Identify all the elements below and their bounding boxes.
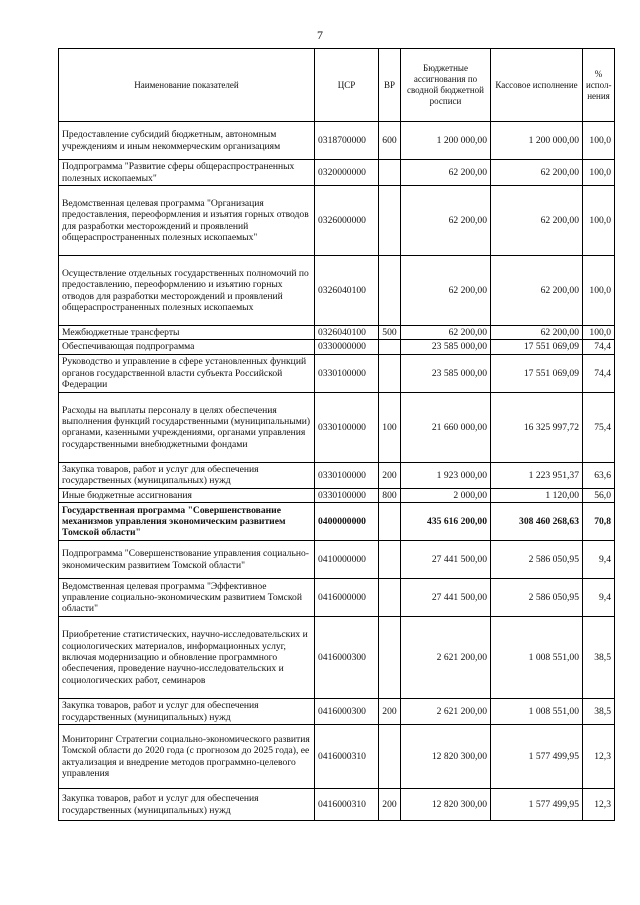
row-pct-cell: 100,0 — [583, 186, 615, 256]
row-budget-cell: 27 441 500,00 — [401, 579, 491, 617]
table-row — [59, 462, 615, 488]
row-budget-cell: 2 621 200,00 — [401, 617, 491, 699]
row-pct-cell: 56,0 — [583, 488, 615, 502]
row-name-cell: Закупка товаров, работ и услуг для обеспечения государственных (муниципальных) нужд — [59, 462, 315, 488]
row-pct-cell: 38,5 — [583, 617, 615, 699]
row-vr-cell — [379, 256, 401, 326]
row-csr-cell: 0330100000 — [315, 462, 379, 488]
table-row — [59, 256, 615, 326]
row-name-cell: Межбюджетные трансферты — [59, 326, 315, 340]
row-pct-cell: 12,3 — [583, 789, 615, 821]
row-vr-cell — [379, 541, 401, 579]
row-csr-cell: 0416000310 — [315, 725, 379, 789]
row-name-cell: Подпрограмма "Развитие сферы общераспространенных полезных ископаемых" — [59, 160, 315, 186]
row-csr-cell: 0326040100 — [315, 256, 379, 326]
row-pct-cell: 100,0 — [583, 256, 615, 326]
row-cash-cell: 16 325 997,72 — [491, 392, 583, 462]
row-vr-cell — [379, 186, 401, 256]
table-row — [59, 392, 615, 462]
row-cash-cell: 2 586 050,95 — [491, 541, 583, 579]
row-csr-cell: 0326000000 — [315, 186, 379, 256]
row-cash-cell: 62 200,00 — [491, 256, 583, 326]
header-vr: ВР — [379, 49, 401, 122]
row-budget-cell: 23 585 000,00 — [401, 340, 491, 354]
row-cash-cell: 17 551 069,09 — [491, 354, 583, 392]
table-row — [59, 541, 615, 579]
table-header-row — [59, 49, 615, 122]
row-pct-cell: 100,0 — [583, 122, 615, 160]
table-row — [59, 617, 615, 699]
table-row — [59, 122, 615, 160]
row-vr-cell — [379, 725, 401, 789]
row-vr-cell: 100 — [379, 392, 401, 462]
header-pct: % испол-нения — [583, 49, 615, 122]
table-row — [59, 186, 615, 256]
row-vr-cell: 200 — [379, 462, 401, 488]
row-name-cell: Иные бюджетные ассигнования — [59, 488, 315, 502]
page-number: 7 — [317, 28, 323, 42]
row-pct-cell: 9,4 — [583, 579, 615, 617]
row-name-cell: Расходы на выплаты персоналу в целях обеспечения выполнения функций государственными (муниципальными) органами, казенными учреждениями, органами управления государственными внебюджетными фондами — [59, 392, 315, 462]
row-cash-cell: 62 200,00 — [491, 326, 583, 340]
row-budget-cell: 435 616 200,00 — [401, 503, 491, 541]
row-budget-cell: 12 820 300,00 — [401, 725, 491, 789]
row-pct-cell: 100,0 — [583, 160, 615, 186]
row-name-cell: Ведомственная целевая программа "Эффективное управление социально-экономическим развитием Томской области" — [59, 579, 315, 617]
row-csr-cell: 0330000000 — [315, 340, 379, 354]
table-row — [59, 160, 615, 186]
row-csr-cell: 0416000300 — [315, 617, 379, 699]
row-pct-cell: 9,4 — [583, 541, 615, 579]
row-cash-cell: 1 200 000,00 — [491, 122, 583, 160]
row-budget-cell: 2 621 200,00 — [401, 699, 491, 725]
row-pct-cell: 63,6 — [583, 462, 615, 488]
table-row — [59, 789, 615, 821]
row-budget-cell: 62 200,00 — [401, 186, 491, 256]
row-csr-cell: 0330100000 — [315, 354, 379, 392]
row-csr-cell: 0400000000 — [315, 503, 379, 541]
table-row — [59, 326, 615, 340]
row-vr-cell: 600 — [379, 122, 401, 160]
row-vr-cell: 800 — [379, 488, 401, 502]
row-budget-cell: 12 820 300,00 — [401, 789, 491, 821]
budget-table — [58, 48, 615, 821]
table-row — [59, 579, 615, 617]
row-cash-cell: 1 008 551,00 — [491, 699, 583, 725]
row-vr-cell — [379, 617, 401, 699]
row-pct-cell: 38,5 — [583, 699, 615, 725]
row-name-cell: Предоставление субсидий бюджетным, автономным учреждениям и иным некоммерческим организациям — [59, 122, 315, 160]
row-vr-cell — [379, 354, 401, 392]
row-cash-cell: 1 008 551,00 — [491, 617, 583, 699]
row-csr-cell: 0410000000 — [315, 541, 379, 579]
row-name-cell: Обеспечивающая подпрограмма — [59, 340, 315, 354]
row-budget-cell: 27 441 500,00 — [401, 541, 491, 579]
table-row — [59, 503, 615, 541]
row-vr-cell — [379, 579, 401, 617]
row-csr-cell: 0416000310 — [315, 789, 379, 821]
row-csr-cell: 0416000000 — [315, 579, 379, 617]
row-cash-cell: 2 586 050,95 — [491, 579, 583, 617]
row-name-cell: Закупка товаров, работ и услуг для обеспечения государственных (муниципальных) нужд — [59, 789, 315, 821]
header-budget: Бюджетные ассигнования по сводной бюджетной росписи — [401, 49, 491, 122]
row-budget-cell: 1 200 000,00 — [401, 122, 491, 160]
row-pct-cell: 74,4 — [583, 354, 615, 392]
row-pct-cell: 100,0 — [583, 326, 615, 340]
row-budget-cell: 21 660 000,00 — [401, 392, 491, 462]
row-vr-cell — [379, 340, 401, 354]
row-csr-cell: 0320000000 — [315, 160, 379, 186]
row-cash-cell: 17 551 069,09 — [491, 340, 583, 354]
row-csr-cell: 0318700000 — [315, 122, 379, 160]
row-budget-cell: 1 923 000,00 — [401, 462, 491, 488]
row-name-cell: Закупка товаров, работ и услуг для обеспечения государственных (муниципальных) нужд — [59, 699, 315, 725]
row-vr-cell — [379, 160, 401, 186]
header-name: Наименование показателей — [59, 49, 315, 122]
row-name-cell: Осуществление отдельных государственных полномочий по предоставлению, переоформлению и изъятию горных отводов для разработки месторождений и проявлений общераспространенных полезных ископаемых — [59, 256, 315, 326]
row-budget-cell: 62 200,00 — [401, 256, 491, 326]
row-pct-cell: 74,4 — [583, 340, 615, 354]
row-name-cell: Руководство и управление в сфере установленных функций органов государственной власти субъекта Российской Федерации — [59, 354, 315, 392]
row-budget-cell: 2 000,00 — [401, 488, 491, 502]
row-cash-cell: 1 577 499,95 — [491, 725, 583, 789]
row-budget-cell: 23 585 000,00 — [401, 354, 491, 392]
table-body — [59, 122, 615, 821]
row-cash-cell: 308 460 268,63 — [491, 503, 583, 541]
row-cash-cell: 62 200,00 — [491, 160, 583, 186]
row-csr-cell: 0330100000 — [315, 392, 379, 462]
table-row — [59, 354, 615, 392]
header-csr: ЦСР — [315, 49, 379, 122]
row-cash-cell: 1 223 951,37 — [491, 462, 583, 488]
table-row — [59, 340, 615, 354]
row-name-cell: Ведомственная целевая программа "Организация предоставления, переоформления и изъятия горных отводов для разработки месторождений и проявлений общераспространенных полезных ископаемых" — [59, 186, 315, 256]
row-name-cell: Приобретение статистических, научно-исследовательских и социологических материалов, информационных услуг, включая модернизацию и обновление программного обеспечения, проведение научно-исследовательских и социологических работ, семинаров — [59, 617, 315, 699]
table-row — [59, 725, 615, 789]
row-vr-cell: 500 — [379, 326, 401, 340]
row-csr-cell: 0416000300 — [315, 699, 379, 725]
row-csr-cell: 0326040100 — [315, 326, 379, 340]
row-name-cell: Мониторинг Стратегии социально-экономического развития Томской области до 2020 года (с прогнозом до 2025 года), ее актуализация и внедрение методов программно-целевого управления — [59, 725, 315, 789]
row-pct-cell: 70,8 — [583, 503, 615, 541]
table-row — [59, 699, 615, 725]
row-cash-cell: 1 577 499,95 — [491, 789, 583, 821]
row-pct-cell: 75,4 — [583, 392, 615, 462]
header-cash: Кассовое исполнение — [491, 49, 583, 122]
row-vr-cell: 200 — [379, 699, 401, 725]
row-cash-cell: 62 200,00 — [491, 186, 583, 256]
row-name-cell: Государственная программа "Совершенствование механизмов управления экономическим развитием Томской области" — [59, 503, 315, 541]
row-vr-cell — [379, 503, 401, 541]
row-csr-cell: 0330100000 — [315, 488, 379, 502]
row-vr-cell: 200 — [379, 789, 401, 821]
table-row — [59, 488, 615, 502]
row-name-cell: Подпрограмма "Совершенствование управления социально-экономическим развитием Томской области" — [59, 541, 315, 579]
row-pct-cell: 12,3 — [583, 725, 615, 789]
row-budget-cell: 62 200,00 — [401, 160, 491, 186]
row-cash-cell: 1 120,00 — [491, 488, 583, 502]
row-budget-cell: 62 200,00 — [401, 326, 491, 340]
